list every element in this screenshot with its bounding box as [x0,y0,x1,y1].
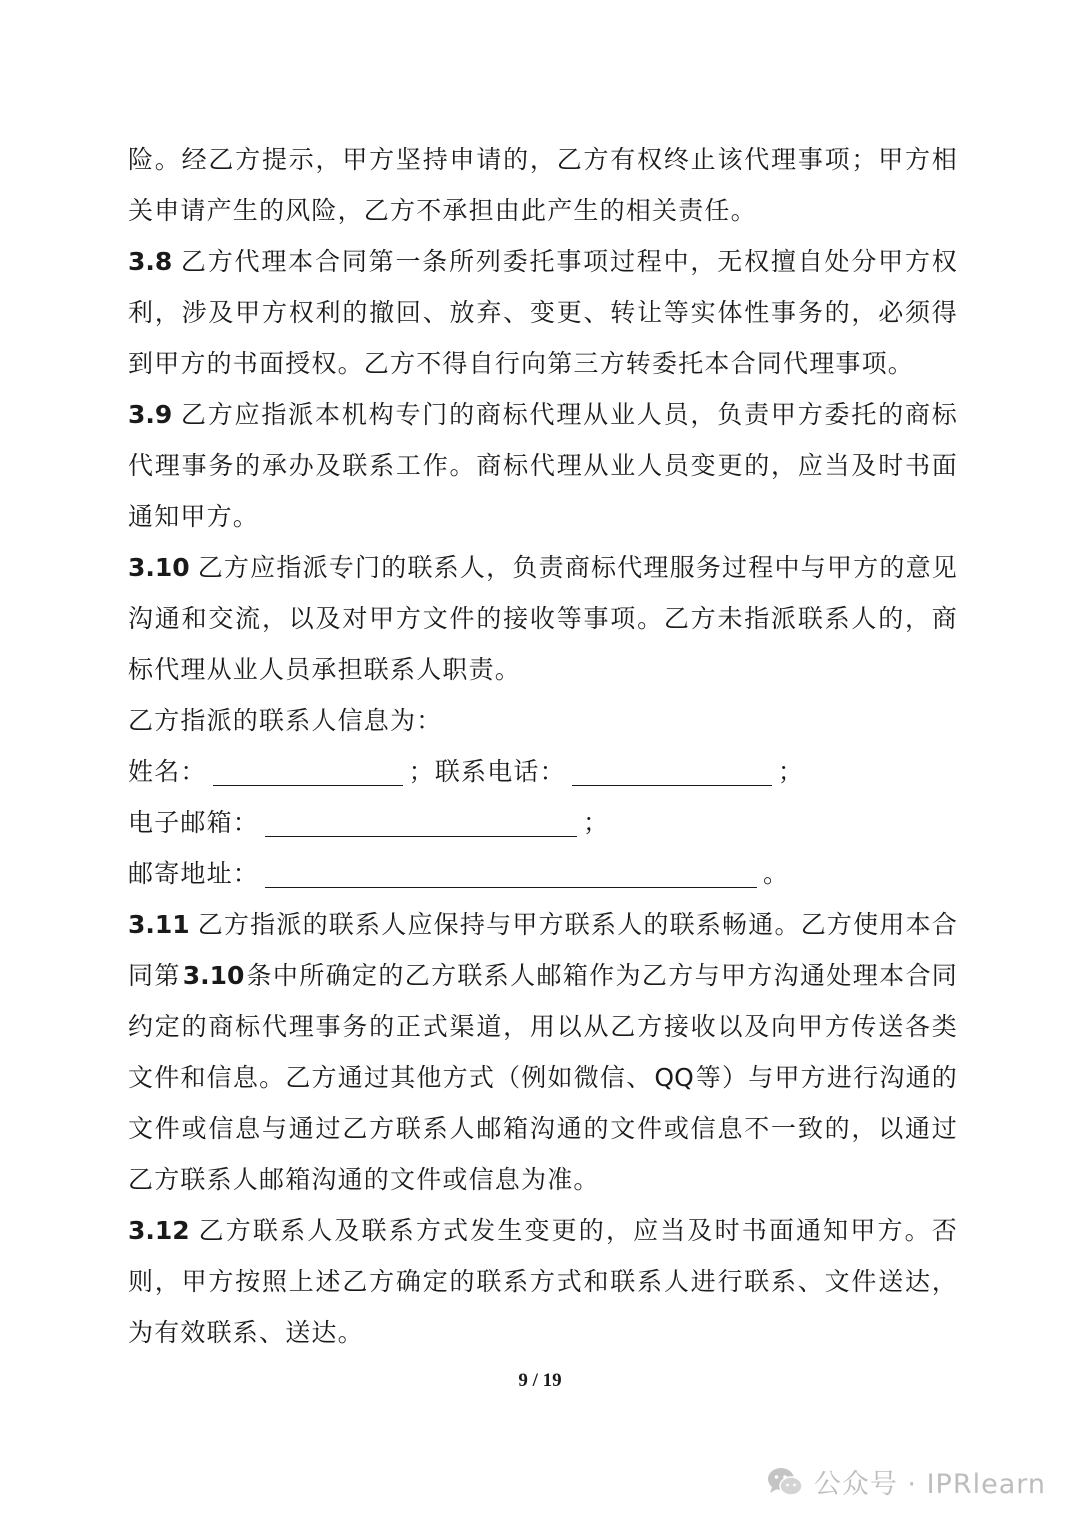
clause-number: 3.11 [128,910,190,939]
clause-reference: 3.10 [182,961,245,990]
clause-text-part1: 乙方指派的联系人应保持与甲方联系人的联系畅通。乙方使用本合同第 [128,910,958,990]
clause-number: 3.9 [128,400,173,429]
contact-name-phone-row [128,746,958,797]
watermark [766,1462,1046,1501]
clause-text: 乙方应指派专门的联系人，负责商标代理服务过程中与甲方的意见沟通和交流，以及对甲方文件的接收等事项。乙方未指派联系人的，商标代理从业人员承担联系人职责。 [128,553,958,684]
clause-text: 乙方应指派本机构专门的商标代理从业人员，负责甲方委托的商标代理事务的承办及联系工作。商标代理从业人员变更的，应当及时书面通知甲方。 [128,400,958,531]
page-number: 9 / 19 [518,1370,562,1391]
email-blank-field[interactable] [265,808,577,837]
contact-email-row [128,797,958,848]
phone-blank-field[interactable] [572,757,772,786]
clause-text: 乙方代理本合同第一条所列委托事项过程中，无权擅自处分甲方权利，涉及甲方权利的撤回、放弃、变更、转让等实体性事务的，必须得到甲方的书面授权。乙方不得自行向第三方转委托本合同代理事项。 [128,247,958,378]
clause-text-part2: 条中所确定的乙方联系人邮箱作为乙方与甲方沟通处理本合同约定的商标代理事务的正式渠道，用以从乙方接收以及向甲方传送各类文件和信息。乙方通过其他方式（例如微信、 [128,961,958,1092]
contact-intro [128,695,958,746]
wechat-icon [766,1466,804,1498]
address-label: 邮寄地址： [128,859,260,888]
row-end: ； [777,757,805,786]
separator: ； [408,757,435,786]
clause-3-11 [128,899,958,1205]
watermark-text: 公众号 · IPRlearn [813,1469,1046,1500]
name-label: 姓名： [128,757,207,786]
phone-label: 联系电话： [434,757,566,786]
clause-3-9 [128,389,958,542]
address-blank-field[interactable] [265,859,757,888]
paragraph-continuation [128,134,958,236]
clause-number: 3.8 [128,247,173,276]
qq-text: QQ [654,1063,694,1092]
row-end: 。 [763,859,790,888]
clause-number: 3.10 [128,553,190,582]
name-blank-field[interactable] [213,757,403,786]
clause-text-part3: 等）与甲方进行沟通的文件或信息与通过乙方联系人邮箱沟通的文件或信息不一致的，以通过乙方联系人邮箱沟通的文件或信息为准。 [128,1063,958,1194]
contact-address-row [128,848,958,899]
clause-3-10 [128,542,958,695]
clause-3-8 [128,236,958,389]
clause-number: 3.12 [128,1216,190,1245]
clause-text: 乙方联系人及联系方式发生变更的，应当及时书面通知甲方。否则，甲方按照上述乙方确定的联系方式和联系人进行联系、文件送达，为有效联系、送达。 [128,1216,958,1347]
paragraph-text: 险。经乙方提示，甲方坚持申请的，乙方有权终止该代理事项；甲方相关申请产生的风险，乙方不承担由此产生的相关责任。 [128,145,958,225]
contact-intro-text: 乙方指派的联系人信息为： [128,706,443,735]
email-label: 电子邮箱： [128,808,260,837]
document-body [128,134,958,1358]
clause-3-12 [128,1205,958,1358]
row-end: ； [583,808,610,837]
